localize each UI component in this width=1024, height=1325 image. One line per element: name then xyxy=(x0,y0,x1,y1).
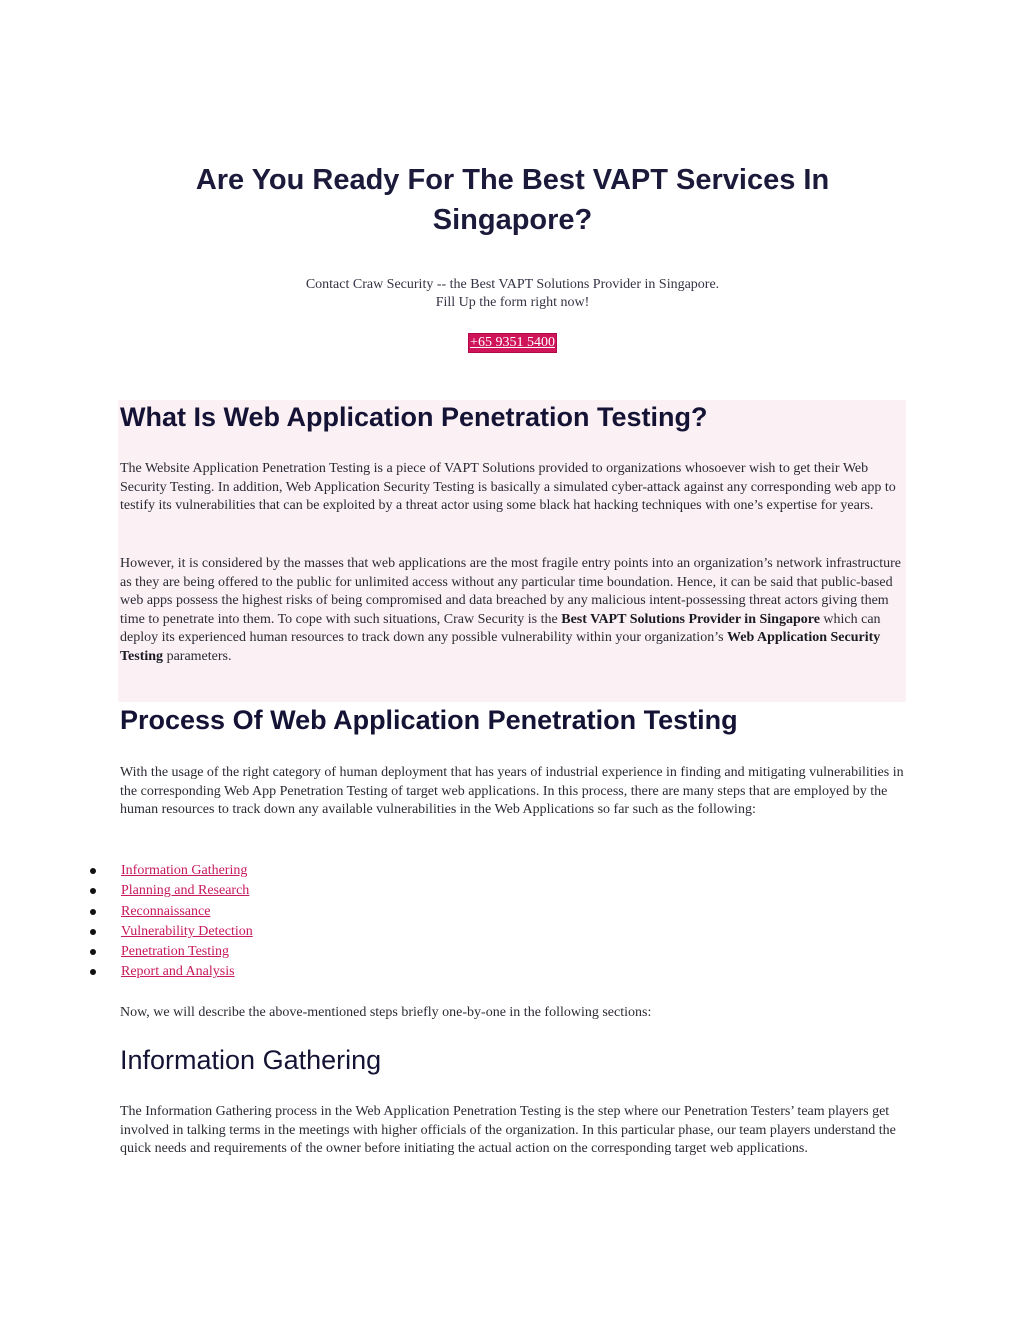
what-paragraph-2-text-b: which can deploy its experienced human resources to track down any possible vulnerability within your organization’s xyxy=(120,611,881,645)
step-link[interactable]: Planning and Research xyxy=(121,883,250,899)
what-paragraph-2-bold-b: Web Application Security Testing xyxy=(120,630,881,664)
hero-subtitle-line2: Fill Up the form right now! xyxy=(435,295,590,310)
bullet-icon xyxy=(90,969,96,975)
info-gathering-heading: Information Gathering xyxy=(120,1045,382,1075)
list-item xyxy=(86,922,253,942)
list-item xyxy=(86,881,253,901)
list-item xyxy=(86,902,253,922)
list-item xyxy=(86,962,253,982)
step-link[interactable]: Information Gathering xyxy=(121,863,248,878)
hero-title: Are You Ready For The Best VAPT Services In Singapore? xyxy=(195,164,830,236)
what-paragraph-1: The Website Application Penetration Testing is a piece of VAPT Solutions provided to organizations whosoever wish to get their Web Security Testing. In addition, Web Application Security Testing is basically a simulated cyber-attack against any corresponding web app to testify its vulnerabilities that can be exploited by a threat actor using some black hat hacking techniques with one’s expertise for years. xyxy=(120,461,896,513)
bullet-icon xyxy=(90,949,96,955)
step-link[interactable]: Report and Analysis xyxy=(121,964,235,980)
bullet-icon xyxy=(90,909,96,915)
hero-subtitle xyxy=(120,276,905,312)
list-item xyxy=(86,942,253,962)
process-steps-list xyxy=(86,861,253,983)
step-link[interactable]: Vulnerability Detection xyxy=(121,923,253,939)
bullet-icon xyxy=(90,868,96,874)
process-heading: Process Of Web Application Penetration Testing xyxy=(120,705,738,735)
process-outro: Now, we will describe the above-mentioned steps briefly one-by-one in the following sections: xyxy=(120,1005,652,1020)
what-paragraph-2-text-c: parameters. xyxy=(163,648,232,664)
phone-link[interactable]: +65 9351 5400 xyxy=(470,335,555,350)
process-intro: With the usage of the right category of human deployment that has years of industrial experience in finding and mitigating vulnerabilities in the corresponding Web App Penetration Testing of target web applications. In this process, there are many steps that are employed by the human resources to track down any available vulnerabilities in the Web Applications so far such as the following: xyxy=(120,765,904,817)
hero-subtitle-line1: Contact Craw Security -- the Best VAPT Solutions Provider in Singapore. xyxy=(305,277,720,292)
bullet-icon xyxy=(90,929,96,935)
step-link[interactable]: Reconnaissance xyxy=(121,903,211,919)
hero-section xyxy=(120,160,905,352)
what-paragraph-2 xyxy=(120,555,905,666)
info-gathering-paragraph: The Information Gathering process in the Web Application Penetration Testing is the step where our Penetration Testers’ team players get involved in talking terms in the meetings with higher officials of the organization. In this particular phase, our team players understand the quick needs and requirements of the owner before initiating the actual action on the corresponding target web applications. xyxy=(120,1104,896,1156)
what-paragraph-2-bold-a: Best VAPT Solutions Provider in Singapore xyxy=(561,611,820,627)
bullet-icon xyxy=(90,888,96,894)
what-paragraph-2-text-a: However, it is considered by the masses that web applications are the most fragile entry points into an organization’s network infrastructure as they are being offered to the public for unlimited access without any particular time boundation. Hence, it can be said that public-based web apps possess the highest risks of being compromised and data breached by any malicious intent-possessing threat actors giving them time to penetrate into them. To cope with such situations, Craw Security is the xyxy=(120,556,902,627)
what-heading: What Is Web Application Penetration Testing? xyxy=(120,402,708,432)
step-link[interactable]: Penetration Testing xyxy=(121,944,230,960)
list-item xyxy=(86,861,253,881)
